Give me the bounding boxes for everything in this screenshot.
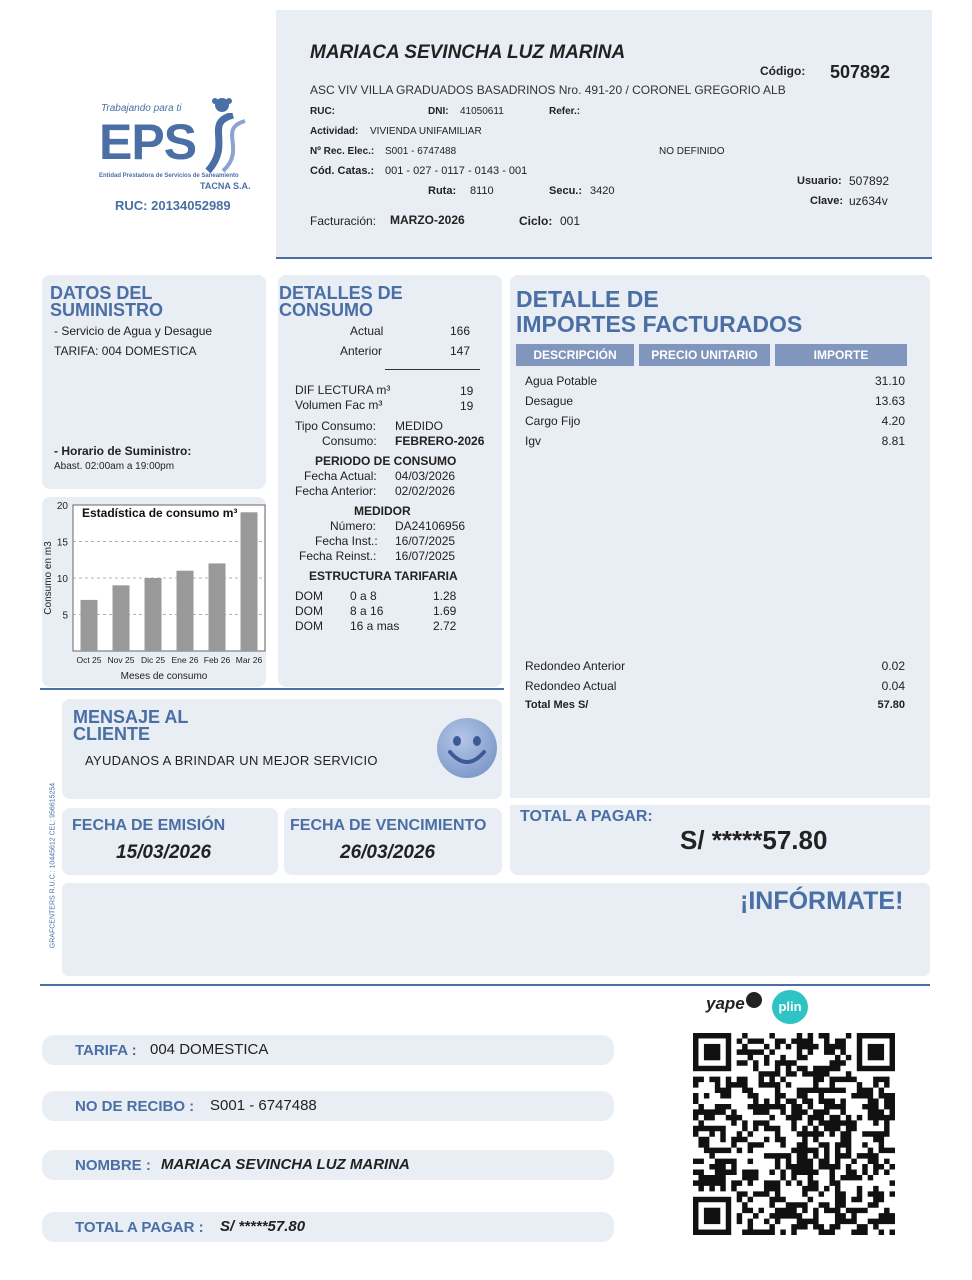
tarifa-rango: 0 a 8: [350, 589, 377, 603]
tipo-value: MEDIDO: [395, 419, 443, 433]
footer-recibo-value: S001 - 6747488: [210, 1097, 317, 1114]
logo-ruc: RUC: 20134052989: [115, 198, 231, 213]
consumo-title-1: DETALLES DE: [279, 283, 403, 303]
fecha-anterior-label: Fecha Anterior:: [295, 484, 377, 498]
fecha-anterior-value: 02/02/2026: [395, 484, 456, 498]
qr-finder: [704, 1208, 720, 1224]
col-descripcion: DESCRIPCIÓN: [516, 344, 634, 366]
chart-bar: [177, 571, 194, 651]
logo-letters: EPS: [99, 114, 197, 170]
qr-code: [693, 1033, 895, 1235]
chart-x-tick-label: Ene 26: [171, 655, 199, 665]
anterior-value: 147: [450, 344, 471, 358]
suministro-title-2: SUMINISTRO: [50, 300, 164, 320]
facturacion-value: MARZO-2026: [390, 213, 465, 227]
footer-total-label: TOTAL A PAGAR :: [75, 1219, 204, 1236]
consumo-title-2: CONSUMO: [279, 300, 373, 320]
servicio: - Servicio de Agua y Desague: [54, 324, 213, 338]
yape-badge-icon: [746, 992, 762, 1008]
reinst-label: Fecha Reinst.:: [299, 549, 377, 563]
dni-value: 41050611: [460, 106, 504, 117]
usuario-label: Usuario:: [797, 175, 842, 187]
logo-river-icon: [193, 113, 253, 173]
chart-x-tick-label: Feb 26: [203, 655, 231, 665]
item-importe: 4.20: [881, 414, 905, 428]
item-desc: Agua Potable: [525, 374, 598, 388]
total-mes-value: 57.80: [877, 699, 905, 711]
vencimiento-label: FECHA DE VENCIMIENTO: [290, 817, 487, 834]
chart-y-tick-label: 15: [56, 537, 68, 549]
ruta-label: Ruta:: [428, 185, 457, 197]
tarifa-precio: 2.72: [433, 619, 457, 633]
chart-x-tick-label: Nov 25: [107, 655, 135, 665]
horario-value: Abast. 02:00am a 19:00pm: [54, 461, 175, 472]
redondeo-anterior-label: Redondeo Anterior: [525, 659, 626, 673]
importes-title-2: IMPORTES FACTURADOS: [516, 311, 803, 337]
tarifa-tipo: DOM: [295, 589, 323, 603]
ciclo-value: 001: [560, 214, 581, 228]
chart-bar: [241, 512, 258, 651]
footer-tarifa-value: 004 DOMESTICA: [150, 1041, 269, 1058]
actual-value: 166: [450, 324, 471, 338]
codigo-value: 507892: [830, 62, 891, 82]
redondeo-actual-value: 0.04: [881, 679, 905, 693]
tipo-label: Tipo Consumo:: [295, 419, 376, 433]
item-importe: 13.63: [874, 394, 905, 408]
item-desc: Cargo Fijo: [525, 414, 581, 428]
footer-nombre-value: MARIACA SEVINCHA LUZ MARINA: [161, 1156, 410, 1173]
chart-title: Estadística de consumo m³: [82, 506, 238, 520]
chart-x-tick-label: Oct 25: [76, 655, 102, 665]
chart-y-tick-label: 5: [62, 610, 68, 622]
logo-city: TACNA S.A.: [200, 181, 251, 191]
inst-label: Fecha Inst.:: [315, 534, 378, 548]
tarifa-rango: 8 a 16: [350, 604, 384, 618]
tarifa-precio: 1.28: [433, 589, 457, 603]
usuario-value: 507892: [849, 174, 890, 188]
vol-label: Volumen Fac m³: [295, 398, 383, 412]
chart-y-tick-label: 20: [56, 501, 68, 512]
suministro-title-1: DATOS DEL: [50, 283, 153, 303]
chart-y-axis-label: Consumo en m3: [43, 541, 54, 615]
actividad-label: Actividad:: [310, 126, 359, 137]
footer-tarifa-label: TARIFA :: [75, 1042, 137, 1059]
tarifa-suministro: TARIFA: 004 DOMESTICA: [54, 344, 197, 358]
ciclo-label: Ciclo:: [519, 214, 553, 228]
ruta-value: 8110: [470, 185, 494, 197]
address: ASC VIV VILLA GRADUADOS BASADRINOS Nro. 491-20 / CORONEL GREGORIO ALB: [310, 83, 786, 97]
mensaje-title-1: MENSAJE AL: [73, 707, 189, 727]
total-amount: S/ *****57.80: [680, 825, 828, 855]
footer-total-value: S/ *****57.80: [220, 1218, 306, 1235]
fecha-actual-label: Fecha Actual:: [304, 469, 377, 483]
tarifa-precio: 1.69: [433, 604, 457, 618]
total-mes-label: Total Mes S/: [525, 699, 589, 711]
tarifa-tipo: DOM: [295, 619, 323, 633]
footer-nombre-label: NOMBRE :: [75, 1157, 151, 1174]
mid-divider: [40, 688, 504, 690]
actual-label: Actual: [350, 324, 384, 338]
clave-label: Clave:: [810, 195, 844, 207]
informate-title: ¡INFÓRMATE!: [740, 887, 904, 915]
chart-bar: [209, 563, 226, 651]
col-importe: IMPORTE: [775, 344, 907, 366]
footer-recibo-label: NO DE RECIBO :: [75, 1098, 195, 1115]
item-desc: Igv: [525, 434, 542, 448]
chart-y-tick-label: 10: [56, 574, 68, 585]
dni-label: DNI:: [428, 106, 449, 117]
importes-title-1: DETALLE DE: [516, 286, 659, 312]
dif-value: 19: [460, 384, 474, 398]
inst-value: 16/07/2025: [395, 534, 456, 548]
medidor-title: MEDIDOR: [354, 504, 411, 518]
mensaje-text: AYUDANOS A BRINDAR UN MEJOR SERVICIO: [85, 753, 378, 768]
tarifa-tipo: DOM: [295, 604, 323, 618]
ruc-label: RUC:: [310, 106, 335, 117]
catas-label: Cód. Catas.:: [310, 165, 375, 177]
clave-value: uz634v: [849, 194, 888, 208]
chart-bar: [81, 600, 98, 651]
chart-x-tick-label: Mar 26: [235, 655, 263, 665]
numero-label: Número:: [330, 519, 377, 533]
anterior-label: Anterior: [340, 344, 383, 358]
logo: [95, 95, 265, 220]
plin-logo: plin: [772, 990, 808, 1024]
consumo-label: Consumo:: [322, 434, 377, 448]
rec-elec-label: Nº Rec. Elec.:: [310, 146, 375, 157]
logo-entity: Entidad Prestadora de Servicios de Saneamiento: [99, 173, 239, 179]
bottom-divider: [40, 984, 930, 986]
chart-x-axis-label: Meses de consumo: [120, 671, 208, 682]
qr-finder: [704, 1044, 720, 1060]
secu-label: Secu.:: [549, 185, 583, 197]
refer-label: Refer.:: [549, 106, 581, 117]
reinst-value: 16/07/2025: [395, 549, 456, 563]
customer-name: MARIACA SEVINCHA LUZ MARINA: [310, 42, 626, 63]
item-importe: 8.81: [881, 434, 905, 448]
mensaje-title-2: CLIENTE: [73, 724, 151, 744]
yape-logo: yape: [706, 994, 745, 1013]
horario-label: - Horario de Suministro:: [54, 444, 192, 458]
tarifa-rango: 16 a mas: [350, 619, 400, 633]
smiley-icon: [435, 716, 499, 780]
header-divider: [276, 257, 932, 259]
chart-bar: [145, 578, 162, 651]
qr-finder: [868, 1044, 884, 1060]
codigo-label: Código:: [760, 64, 806, 78]
redondeo-anterior-value: 0.02: [881, 659, 905, 673]
rec-elec-value: S001 - 6747488: [385, 146, 457, 157]
fecha-actual-value: 04/03/2026: [395, 469, 456, 483]
col-precio-unitario: PRECIO UNITARIO: [639, 344, 770, 366]
emision-label: FECHA DE EMISIÓN: [72, 817, 226, 834]
redondeo-actual-label: Redondeo Actual: [525, 679, 617, 693]
chart-bar: [113, 585, 130, 651]
actividad-value: VIVIENDA UNIFAMILIAR: [370, 126, 482, 137]
consumo-value: FEBRERO-2026: [395, 434, 485, 448]
vencimiento-date: 26/03/2026: [340, 842, 436, 863]
subtraction-line: [385, 369, 480, 370]
item-importe: 31.10: [874, 374, 905, 388]
logo-slogan: Trabajando para ti: [101, 103, 182, 114]
facturacion-label: Facturación:: [310, 214, 377, 228]
secu-value: 3420: [590, 185, 615, 197]
chart-x-tick-label: Dic 25: [140, 655, 166, 665]
numero-value: DA24106956: [395, 519, 466, 533]
emision-date: 15/03/2026: [116, 842, 212, 863]
estructura-title: ESTRUCTURA TARIFARIA: [309, 569, 458, 583]
vol-value: 19: [460, 399, 474, 413]
periodo-title: PERIODO DE CONSUMO: [315, 454, 457, 468]
dif-label: DIF LECTURA m³: [295, 383, 391, 397]
total-label: TOTAL A PAGAR:: [520, 808, 653, 825]
no-definido: NO DEFINIDO: [659, 146, 725, 157]
item-desc: Desague: [525, 394, 574, 408]
consumption-chart: [42, 497, 272, 687]
side-print-text: GRAFCENTERS R.U.C.: 10445612 CEL: 956615254: [49, 782, 57, 949]
catas-value: 001 - 027 - 0117 - 0143 - 001: [385, 165, 528, 177]
